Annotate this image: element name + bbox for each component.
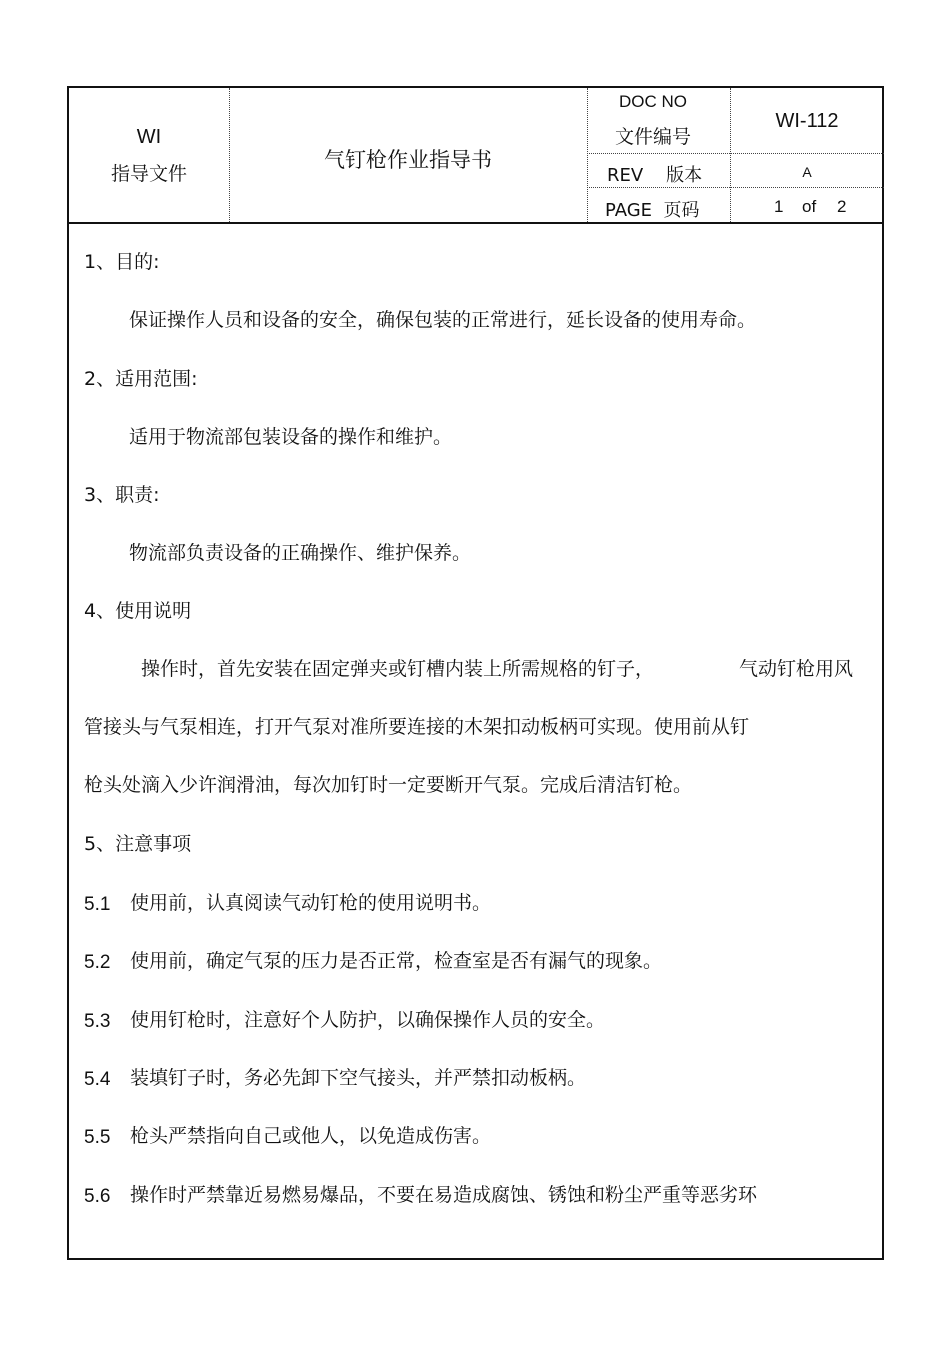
page-total: 2 [837, 197, 847, 216]
section-2-heading: 2、适用范围: [84, 368, 198, 390]
header-row-divider [587, 153, 884, 154]
item-number: 5.3 [84, 1011, 111, 1032]
page-label: PAGE 页码 [605, 200, 700, 221]
section-4-line-1a: 操作时，首先安装在固定弹夹或钉槽内装上所需规格的钉子， [141, 658, 655, 680]
item-text: 使用前，认真阅读气动钉枪的使用说明书。 [130, 892, 492, 914]
document-title: 气钉枪作业指导书 [324, 148, 492, 172]
wi-subtitle: 指导文件 [110, 163, 187, 185]
rev-value: A [802, 164, 812, 180]
section-2-text: 适用于物流部包装设备的操作和维护。 [129, 426, 453, 448]
section-5-heading: 5、注意事项 [84, 833, 192, 855]
doc-no-value: WI-112 [775, 110, 839, 132]
section-1-text: 保证操作人员和设备的安全，确保包装的正常进行，延长设备的使用寿命。 [129, 309, 757, 331]
item-number: 5.1 [84, 894, 111, 915]
item-text: 操作时严禁靠近易燃易爆品，不要在易造成腐蚀、锈蚀和粉尘严重等恶劣环 [130, 1184, 758, 1206]
header-row-divider [587, 187, 884, 188]
doc-no-label-en: DOC NO [619, 92, 687, 111]
item-number: 5.4 [84, 1069, 111, 1090]
doc-no-label-cn: 文件编号 [614, 126, 691, 148]
section-4-line-1b: 气动钉枪用风 [739, 658, 854, 680]
document-frame [67, 86, 884, 1260]
item-text: 使用前，确定气泵的压力是否正常，检查室是否有漏气的现象。 [130, 950, 663, 972]
section-4-line-3: 枪头处滴入少许润滑油，每次加钉时一定要断开气泵。完成后清洁钉枪。 [84, 774, 693, 796]
header-table [69, 88, 882, 224]
item-text: 装填钉子时，务必先卸下空气接头，并严禁扣动板柄。 [130, 1067, 587, 1089]
wi-label: WI [136, 126, 162, 148]
section-3-text: 物流部负责设备的正确操作、维护保养。 [129, 542, 472, 564]
rev-label: REV 版本 [607, 165, 703, 186]
item-number: 5.6 [84, 1186, 111, 1207]
page-of: of [802, 197, 817, 216]
item-text: 枪头严禁指向自己或他人，以免造成伤害。 [130, 1125, 492, 1147]
section-4-line-2: 管接头与气泵相连，打开气泵对准所要连接的木架扣动板柄可实现。使用前从钉 [84, 716, 750, 738]
header-divider [730, 88, 731, 222]
section-4-heading: 4、使用说明 [84, 600, 192, 622]
item-text: 使用钉枪时，注意好个人防护，以确保操作人员的安全。 [130, 1009, 606, 1031]
item-number: 5.2 [84, 952, 111, 973]
section-3-heading: 3、职责: [84, 484, 160, 506]
page-current: 1 [774, 197, 784, 216]
item-number: 5.5 [84, 1127, 111, 1148]
section-1-heading: 1、目的: [84, 251, 160, 273]
